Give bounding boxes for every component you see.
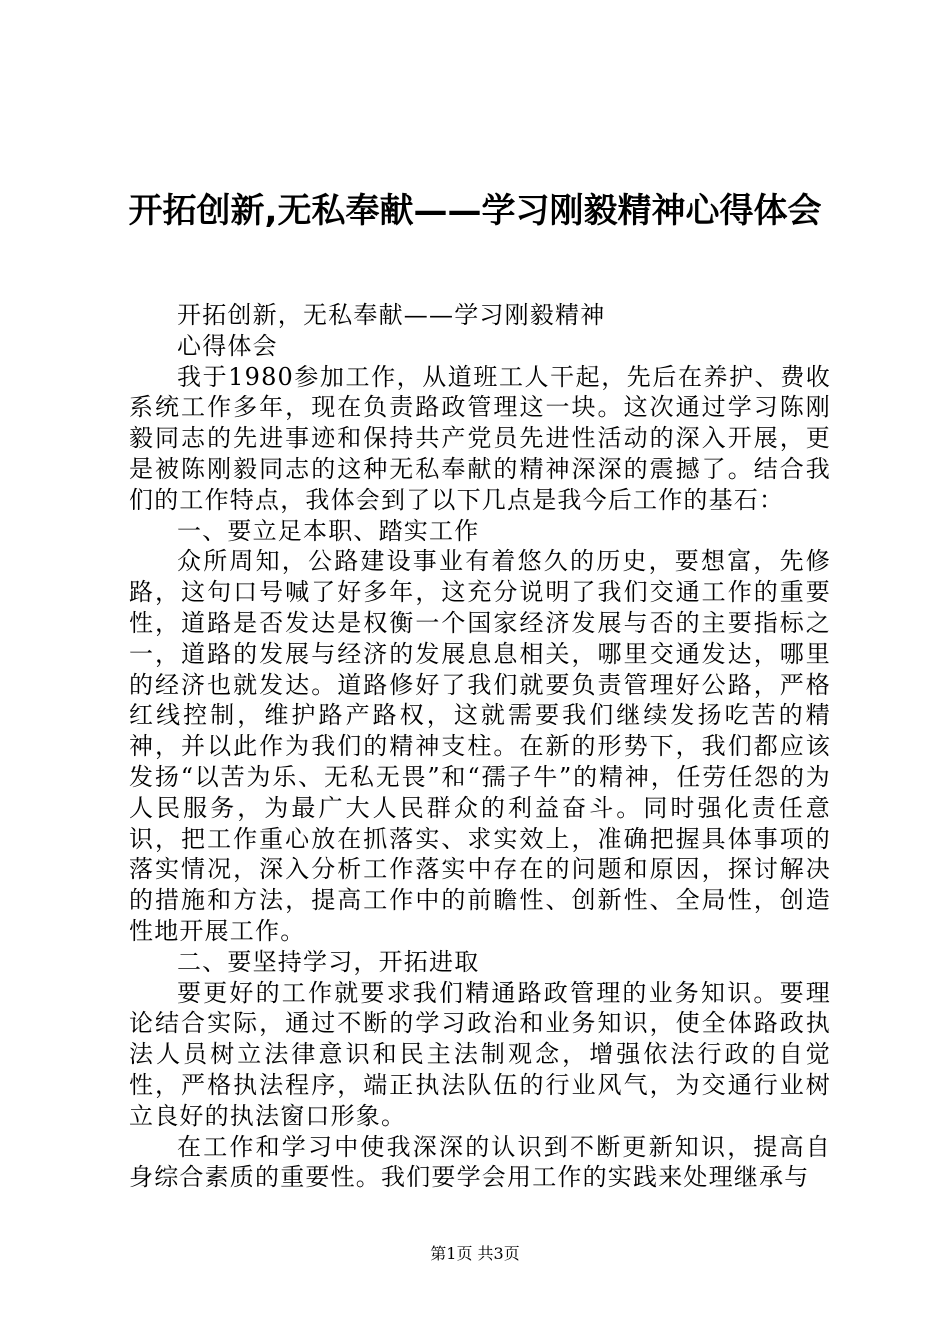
body-paragraph: 我于1980参加工作，从道班工人干起，先后在养护、费收系统工作多年，现在负责路政管理这一块。这次通过学习陈刚毅同志的先进事迹和保持共产党员先进性活动的深入开展，更是被陈刚毅同志的这种无私奉献的精神深深的震撼了。结合我们的工作特点，我体会到了以下几点是我今后工作的基石：	[129, 362, 831, 514]
body-paragraph: 在工作和学习中使我深深的认识到不断更新知识，提高自身综合素质的重要性。我们要学会用工作的实践来处理继承与	[129, 1132, 831, 1192]
section-heading: 二、要坚持学习，开拓进取	[177, 947, 480, 976]
page-footer: 第1页 共3页	[430, 1244, 520, 1263]
document-body	[129, 300, 831, 1193]
body-paragraph: 众所周知，公路建设事业有着悠久的历史，要想富，先修路，这句口号喊了好多年，这充分说明了我们交通工作的重要性，道路是否发达是权衡一个国家经济发展与否的主要指标之一，道路的发展与经济的发展息息相关，哪里交通发达，哪里的经济也就发达。道路修好了我们就要负责管理好公路，严格红线控制，维护路产路权，这就需要我们继续发扬吃苦的精神，并以此作为我们的精神支柱。在新的形势下，我们都应该发扬“以苦为乐、无私无畏”和“孺子牛”的精神，任劳任怨的为人民服务，为最广大人民群众的利益奋斗。同时强化责任意识，把工作重心放在抓落实、求实效上，准确把握具体事项的落实情况，深入分析工作落实中存在的问题和原因，探讨解决的措施和方法，提高工作中的前瞻性、创新性、全局性，创造性地开展工作。	[129, 547, 831, 945]
body-paragraph: 要更好的工作就要求我们精通路政管理的业务知识。要理论结合实际，通过不断的学习政治和业务知识，使全体路政执法人员树立法律意识和民主法制观念，增强依法行政的自觉性，严格执法程序，端正执法队伍的行业风气，为交通行业树立良好的执法窗口形象。	[129, 978, 831, 1130]
subtitle-line-1: 开拓创新，无私奉献——学习刚毅精神	[177, 301, 606, 329]
section-heading: 一、要立足本职、踏实工作	[177, 516, 480, 545]
document-title: 开拓创新,无私奉献——学习刚毅精神心得体会	[128, 191, 822, 231]
subtitle-line-2: 心得体会	[177, 331, 278, 360]
